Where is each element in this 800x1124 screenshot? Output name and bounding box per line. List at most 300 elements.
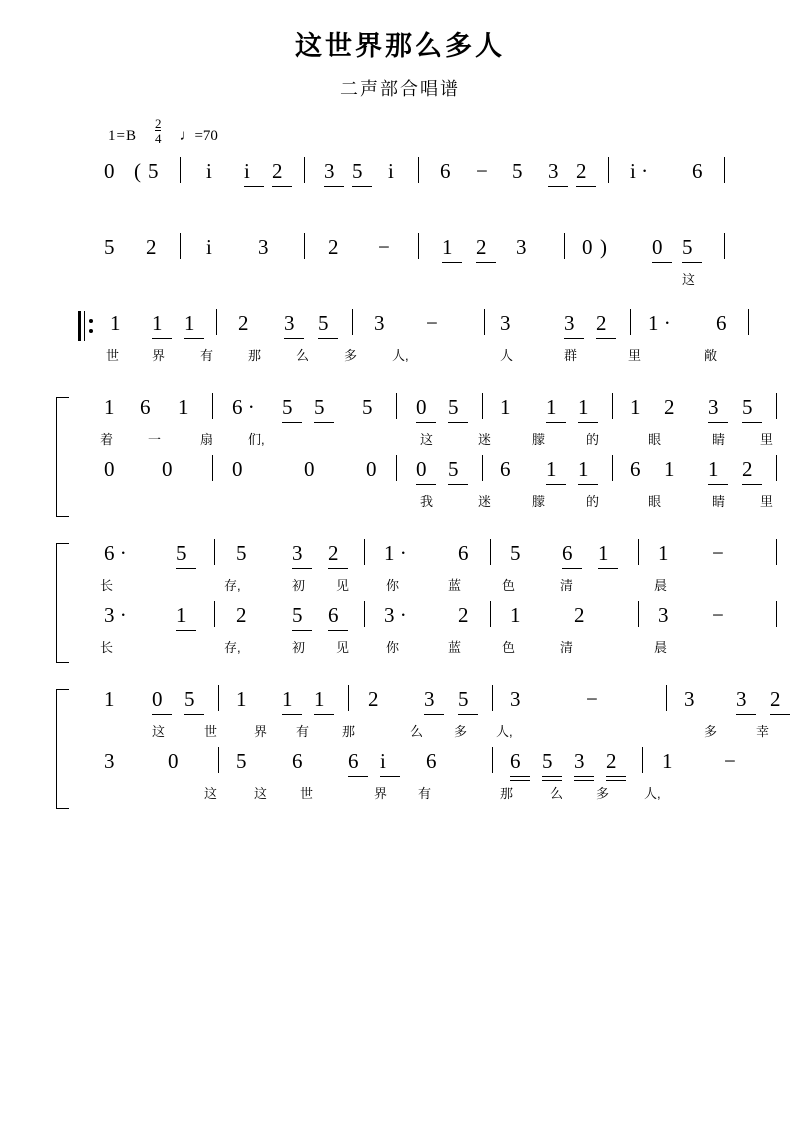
music-system	[0, 683, 800, 807]
beam-underline	[652, 262, 672, 263]
music-systems	[0, 155, 800, 807]
lyric: 蓝	[448, 578, 462, 593]
music-system	[0, 307, 800, 369]
lyric: 幸	[756, 724, 770, 739]
barline	[396, 393, 397, 419]
beam-underline	[542, 776, 562, 777]
beam-underline	[282, 422, 302, 423]
note: 1	[510, 603, 521, 627]
barline	[212, 455, 213, 481]
note: 1	[110, 311, 121, 335]
note: 1	[236, 687, 247, 711]
note: 0	[416, 395, 427, 419]
score-meta	[108, 117, 800, 145]
barline	[482, 455, 483, 481]
lyric: 那	[342, 724, 356, 739]
note: 5	[236, 749, 247, 773]
lyric: 存,	[224, 578, 241, 593]
notation-line	[96, 453, 774, 509]
lyric: 人,	[644, 786, 661, 801]
beam-underline	[736, 714, 756, 715]
lyric: 多	[454, 724, 468, 739]
note: 2	[574, 603, 585, 627]
note: 6	[328, 603, 339, 627]
lyric: 人,	[392, 348, 409, 363]
beam-underline	[542, 780, 562, 781]
beam-underline	[448, 422, 468, 423]
note: 2	[368, 687, 379, 711]
beam-underline	[152, 338, 172, 339]
lyric: 的	[586, 432, 600, 447]
time-signature	[155, 117, 162, 145]
note: )	[600, 235, 607, 259]
note: 5	[510, 541, 521, 565]
beam-underline	[282, 714, 302, 715]
beam-underline	[292, 630, 312, 631]
beam-underline	[348, 776, 368, 777]
lyric: 见	[336, 640, 350, 655]
beam-underline	[328, 568, 348, 569]
note: 2	[328, 235, 339, 259]
time-signature-denominator: 4	[154, 131, 162, 146]
note: 2	[458, 603, 469, 627]
beam-underline	[284, 338, 304, 339]
time-signature-numerator: 2	[154, 116, 162, 131]
lyric: 迷	[478, 432, 492, 447]
beam-underline	[314, 422, 334, 423]
note: 5	[742, 395, 753, 419]
note: 3	[516, 235, 527, 259]
lyric: 你	[386, 578, 400, 593]
note: 5	[184, 687, 195, 711]
note: 2	[606, 749, 617, 773]
beam-underline	[328, 630, 348, 631]
note: 2	[476, 235, 487, 259]
beam-underline	[476, 262, 496, 263]
beam-underline	[562, 568, 582, 569]
note: 0	[652, 235, 663, 259]
barline	[304, 233, 305, 259]
lyric: 清	[560, 640, 574, 655]
lyric: 里	[628, 348, 642, 363]
lyric: 界	[152, 348, 166, 363]
barline	[642, 747, 643, 773]
beam-underline	[742, 422, 762, 423]
note: 3	[374, 311, 385, 335]
note: 5	[318, 311, 329, 335]
lyric: 着	[100, 432, 114, 447]
note: 2	[742, 457, 753, 481]
barline	[490, 601, 491, 627]
lyric: 么	[550, 786, 564, 801]
note: 2	[236, 603, 247, 627]
note: 5	[176, 541, 187, 565]
note: 1	[500, 395, 511, 419]
lyric: 晨	[654, 578, 668, 593]
note: 2	[328, 541, 339, 565]
beam-underline	[416, 484, 436, 485]
note: 3	[684, 687, 695, 711]
note: 5	[292, 603, 303, 627]
lyric: 这	[682, 272, 696, 287]
barline	[776, 455, 777, 481]
barline	[666, 685, 667, 711]
beam-underline	[184, 338, 204, 339]
lyric: 这	[254, 786, 268, 801]
beam-underline	[546, 484, 566, 485]
barline	[396, 455, 397, 481]
note: 1	[184, 311, 195, 335]
note: 3	[500, 311, 511, 335]
note: 1	[630, 395, 641, 419]
note: 6 ·	[104, 541, 127, 565]
note: −	[426, 311, 438, 335]
lyric: 眼	[648, 494, 662, 509]
note: 3	[292, 541, 303, 565]
note: 5	[512, 159, 523, 183]
barline	[776, 393, 777, 419]
key-signature: 1=B	[108, 128, 137, 144]
lyric: 这	[204, 786, 218, 801]
lyric: 蓝	[448, 640, 462, 655]
staff-row	[0, 537, 800, 599]
note: 0	[416, 457, 427, 481]
beam-underline	[708, 422, 728, 423]
lyric: 们,	[248, 432, 265, 447]
note: −	[712, 541, 724, 565]
barline	[724, 233, 725, 259]
lyric: 多	[704, 724, 718, 739]
note: 0	[304, 457, 315, 481]
notation-line	[96, 231, 740, 285]
lyric: 群	[564, 348, 578, 363]
music-system	[0, 155, 800, 217]
note: 1	[104, 687, 115, 711]
beam-underline	[606, 780, 626, 781]
note: −	[586, 687, 598, 711]
note: 6	[458, 541, 469, 565]
notation-line	[96, 683, 781, 739]
lyric: 的	[586, 494, 600, 509]
barline	[304, 157, 305, 183]
lyric: 界	[374, 786, 388, 801]
tempo-marking: ♩=70	[179, 128, 218, 144]
barline	[612, 393, 613, 419]
notation-line	[96, 155, 740, 209]
note: 1	[662, 749, 673, 773]
staff-row	[0, 683, 800, 745]
barline	[348, 685, 349, 711]
note: 2	[272, 159, 283, 183]
barline	[564, 233, 565, 259]
beam-underline	[448, 484, 468, 485]
lyric: 人	[500, 348, 514, 363]
note: 0	[582, 235, 593, 259]
note: 1	[176, 603, 187, 627]
note: 0	[104, 159, 115, 183]
lyric: 迷	[478, 494, 492, 509]
note: 2	[146, 235, 157, 259]
note: 5	[448, 457, 459, 481]
beam-underline	[424, 714, 444, 715]
note: 5	[236, 541, 247, 565]
staff-row	[0, 231, 800, 293]
note: 5	[362, 395, 373, 419]
note: 1 ·	[648, 311, 671, 335]
note: 6	[140, 395, 151, 419]
note: 5	[314, 395, 325, 419]
page-title: 这世界那么多人	[295, 31, 505, 61]
note: 2	[664, 395, 675, 419]
beam-underline	[292, 568, 312, 569]
note: 2	[770, 687, 781, 711]
beam-underline	[352, 186, 372, 187]
barline	[218, 685, 219, 711]
note: 2	[576, 159, 587, 183]
beam-underline	[510, 780, 530, 781]
barline	[638, 601, 639, 627]
barline	[418, 157, 419, 183]
beam-underline	[548, 186, 568, 187]
beam-underline	[314, 714, 334, 715]
note: 3	[658, 603, 669, 627]
beam-underline	[510, 776, 530, 777]
note: 6 ·	[232, 395, 255, 419]
lyric: 我	[420, 494, 434, 509]
lyric: 朦	[532, 432, 546, 447]
barline	[214, 601, 215, 627]
note: 0	[168, 749, 179, 773]
lyric: 里	[760, 494, 774, 509]
note: 3	[324, 159, 335, 183]
note: 1	[314, 687, 325, 711]
staff-row	[0, 307, 800, 369]
note: 5	[682, 235, 693, 259]
beam-underline	[546, 422, 566, 423]
lyric: 里	[760, 432, 774, 447]
barline	[638, 539, 639, 565]
note: 5	[458, 687, 469, 711]
notation-line	[96, 537, 740, 591]
lyric: 多	[344, 348, 358, 363]
note: 0	[366, 457, 377, 481]
music-system	[0, 391, 800, 515]
notation-line	[96, 307, 740, 361]
barline	[612, 455, 613, 481]
lyric: 人,	[496, 724, 513, 739]
barline	[630, 309, 631, 335]
note: 3	[258, 235, 269, 259]
note: 3	[708, 395, 719, 419]
beam-underline	[574, 776, 594, 777]
sheet-music-page	[0, 24, 800, 1124]
barline	[180, 157, 181, 183]
barline	[418, 233, 419, 259]
note: i	[206, 159, 212, 183]
barline	[364, 539, 365, 565]
note: 6	[692, 159, 703, 183]
note: 0	[232, 457, 243, 481]
note: 3	[424, 687, 435, 711]
barline	[492, 747, 493, 773]
lyric: 那	[500, 786, 514, 801]
beam-underline	[442, 262, 462, 263]
note: 3	[104, 749, 115, 773]
barline	[490, 539, 491, 565]
note: 3 ·	[104, 603, 127, 627]
note: 5	[352, 159, 363, 183]
note: 1	[546, 457, 557, 481]
lyric: 存,	[224, 640, 241, 655]
note: 6	[292, 749, 303, 773]
note: 0	[104, 457, 115, 481]
beam-underline	[324, 186, 344, 187]
note: 1	[578, 395, 589, 419]
lyric: 见	[336, 578, 350, 593]
note: 5	[542, 749, 553, 773]
note: 6	[440, 159, 451, 183]
note: 1	[708, 457, 719, 481]
barline	[608, 157, 609, 183]
lyric: 晨	[654, 640, 668, 655]
note: 3	[564, 311, 575, 335]
beam-underline	[576, 186, 596, 187]
beam-underline	[176, 630, 196, 631]
lyric: 长	[100, 578, 114, 593]
note: 1	[598, 541, 609, 565]
notation-line	[96, 599, 740, 653]
note: −	[724, 749, 736, 773]
note: i ·	[630, 159, 649, 183]
note: 3	[510, 687, 521, 711]
note: 5	[148, 159, 159, 183]
note: i	[380, 749, 386, 773]
lyric: 一	[148, 432, 162, 447]
lyric: 世	[300, 786, 314, 801]
lyric: 色	[502, 640, 516, 655]
barline	[492, 685, 493, 711]
lyric: 么	[410, 724, 424, 739]
beam-underline	[380, 776, 400, 777]
notation-line	[96, 745, 740, 799]
note: −	[712, 603, 724, 627]
barline	[776, 539, 777, 565]
lyric: 那	[248, 348, 262, 363]
lyric: 世	[204, 724, 218, 739]
note: i	[206, 235, 212, 259]
beam-underline	[272, 186, 292, 187]
note: 1	[152, 311, 163, 335]
lyric: 有	[200, 348, 214, 363]
lyric: 界	[254, 724, 268, 739]
lyric: 初	[292, 578, 306, 593]
note: 6	[716, 311, 727, 335]
lyric: 世	[106, 348, 120, 363]
lyric: 敞	[704, 348, 718, 363]
staff-row	[0, 155, 800, 217]
notation-line	[96, 391, 774, 447]
note: 6	[500, 457, 511, 481]
note: 6	[562, 541, 573, 565]
beam-underline	[574, 780, 594, 781]
beam-underline	[596, 338, 616, 339]
barline	[212, 393, 213, 419]
beam-underline	[416, 422, 436, 423]
lyric: 有	[296, 724, 310, 739]
note: 1	[104, 395, 115, 419]
note: 6	[510, 749, 521, 773]
barline	[724, 157, 725, 183]
note: −	[378, 235, 390, 259]
barline	[748, 309, 749, 335]
note: 5	[282, 395, 293, 419]
note: 3	[736, 687, 747, 711]
note: 3	[284, 311, 295, 335]
note: 1	[442, 235, 453, 259]
beam-underline	[598, 568, 618, 569]
beam-underline	[458, 714, 478, 715]
barline	[482, 393, 483, 419]
barline	[776, 601, 777, 627]
lyric: 初	[292, 640, 306, 655]
note: (	[134, 159, 141, 183]
note: 3	[574, 749, 585, 773]
lyric: 睛	[712, 432, 726, 447]
note: 3 ·	[384, 603, 407, 627]
note: 1	[664, 457, 675, 481]
barline	[484, 309, 485, 335]
note: 6	[348, 749, 359, 773]
beam-underline	[770, 714, 790, 715]
note: 3	[548, 159, 559, 183]
note: 0	[162, 457, 173, 481]
barline	[218, 747, 219, 773]
note: 1	[178, 395, 189, 419]
lyric: 眼	[648, 432, 662, 447]
lyric: 这	[420, 432, 434, 447]
barline	[352, 309, 353, 335]
note: i	[244, 159, 250, 183]
note: i	[388, 159, 394, 183]
beam-underline	[578, 422, 598, 423]
note: 1	[546, 395, 557, 419]
note: 0	[152, 687, 163, 711]
music-system	[0, 231, 800, 293]
beam-underline	[184, 714, 204, 715]
beam-underline	[682, 262, 702, 263]
barline	[180, 233, 181, 259]
lyric: 色	[502, 578, 516, 593]
lyric: 有	[418, 786, 432, 801]
note: 1 ·	[384, 541, 407, 565]
note: 6	[630, 457, 641, 481]
barline	[214, 539, 215, 565]
beam-underline	[564, 338, 584, 339]
beam-underline	[318, 338, 338, 339]
music-system	[0, 537, 800, 661]
beam-underline	[578, 484, 598, 485]
note: 1	[658, 541, 669, 565]
lyric: 这	[152, 724, 166, 739]
note: −	[476, 159, 488, 183]
beam-underline	[152, 714, 172, 715]
note: 1	[282, 687, 293, 711]
beam-underline	[606, 776, 626, 777]
staff-row	[0, 599, 800, 661]
lyric: 清	[560, 578, 574, 593]
staff-row	[0, 745, 800, 807]
note: 6	[426, 749, 437, 773]
